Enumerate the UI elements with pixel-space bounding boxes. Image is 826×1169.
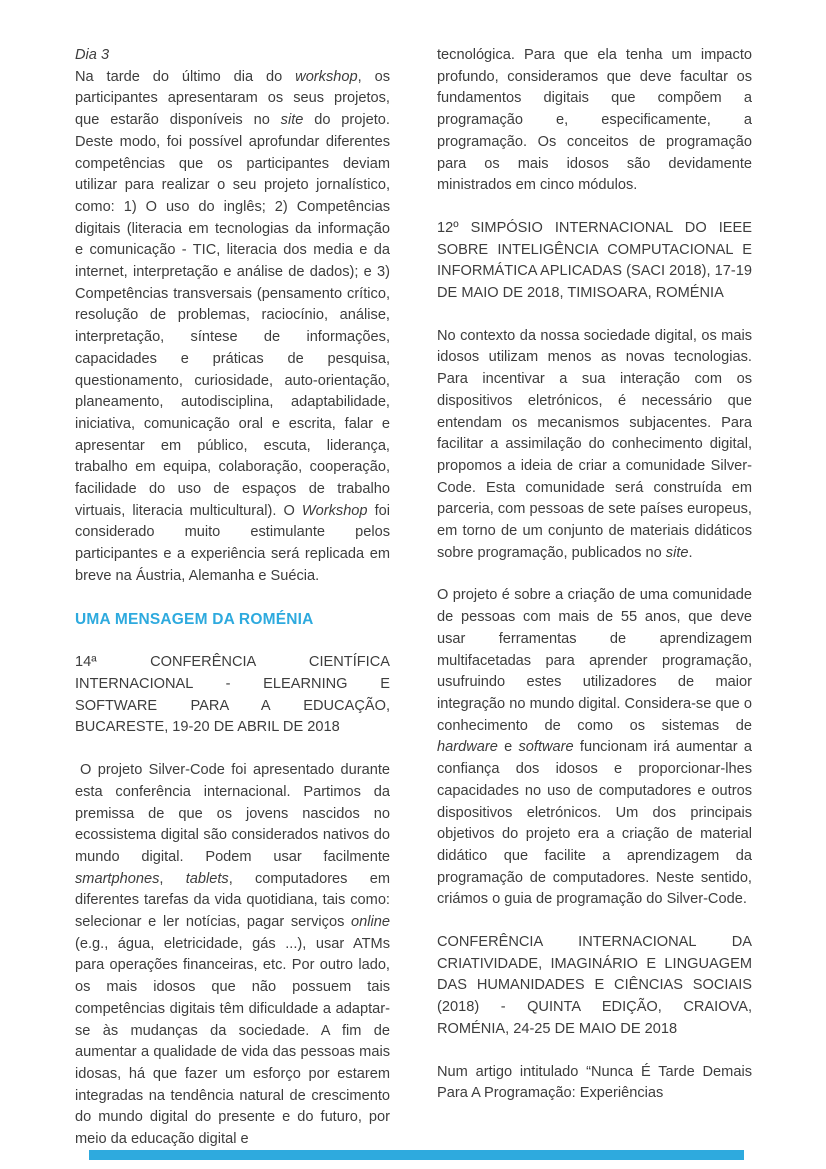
footer-accent-bar [89, 1150, 744, 1160]
day-label: Dia 3 [75, 47, 110, 63]
paragraph-silver-code-presentation: O projeto Silver-Code foi apresentado durante esta conferência internacional. Partimos da premissa de que os jovens nascidos no ecossistema digital são considerados nativos do mundo digital. Podem usar facilmente smartphones, tablets, computadores em diferentes tarefas da vida quotidiana, tais como: selecionar e ler notícias, pagar serviços online (e.g., água, eletricidade, gás ...), usar ATMs para operações financeiras, etc. Por outro lado, os mais idosos que não possuem tais competências digitais têm dificuldade a adaptar-se às mudanças da sociedade. A fim de aumentar a qualidade de vida das pessoas mais idosas, há que fazer um esforço por estarem integradas na tendência natural de crescimento do mundo digital do presente e do futuro, por meio da educação digital e [75, 762, 390, 1148]
section-heading-romenia: UMA MENSAGEM DA ROMÉNIA [75, 610, 314, 628]
paragraph-sociedade-digital: No contexto da nossa sociedade digital, os mais idosos utilizam menos as novas tecnologias. Para incentivar a sua interação com os dispositivos eletrónicos, é necessário que entendam os mecanismos subjacentes. Para facilitar a assimilação do conhecimento digital, propomos a ideia de criar a comunidade Silver-Code. Esta comunidade será construída em parceria, com pessoas de sete países europeus, em torno de um conjunto de materiais didáticos sobre programação, publicados no site. [437, 327, 752, 561]
conference-title-craiova: CONFERÊNCIA INTERNACIONAL DA CRIATIVIDADE, IMAGINÁRIO E LINGUAGEM DAS HUMANIDADES E CIÊNCIAS SOCIAIS (2018) - QUINTA EDIÇÃO, CRAIOVA, ROMÉNIA, 24-25 DE MAIO DE 2018 [437, 934, 752, 1037]
right-column [437, 45, 752, 1169]
paragraph-projeto-comunidade: O projeto é sobre a criação de uma comunidade de pessoas com mais de 55 anos, que deve usar ferramentas de aprendizagem multifacetadas para aprender programação, usufruindo estes utilizadores de maior integração no mundo digital. Considera-se que o conhecimento de como os sistemas de hardware e software funcionam irá aumentar a confiança dos idosos e proporcionar-lhes capacidades no uso de computadores e outros dispositivos eletrónicos. Um dos principais objetivos do projeto era a criação de material didático que facilite a aprendizagem da programação de computadores. Neste sentido, criámos o guia de programação do Silver-Code. [437, 587, 752, 908]
conference-title-saci: 12º SIMPÓSIO INTERNACIONAL DO IEEE SOBRE INTELIGÊNCIA COMPUTACIONAL E INFORMÁTICA APLICADAS (SACI 2018), 17-19 DE MAIO DE 2018, TIMISOARA, ROMÉNIA [437, 219, 752, 302]
paragraph-tecnologica-continuation: tecnológica. Para que ela tenha um impacto profundo, consideramos que deve facultar os fundamentos digitais que compõem a programação e, especificamente, a programação. Os conceitos de programação para os mais idosos são devidamente ministrados em cinco módulos. [437, 47, 752, 194]
paragraph-artigo-intitulado: Num artigo intitulado “Nunca É Tarde Demais Para A Programação: Experiências [437, 1063, 752, 1102]
two-column-layout [75, 45, 752, 1169]
paragraph-workshop-summary: Na tarde do último dia do workshop, os participantes apresentaram os seus projetos, que estarão disponíveis no site do projeto. Deste modo, foi possível aprofundar diferentes competências que os participantes deviam utilizar para realizar o seu projeto jornalístico, como: 1) O uso do inglês; 2) Competências digitais (literacia em tecnologias da informação e comunicação - TIC, literacia dos media e da internet, interpretação e análise de dados); e 3) Competências transversais (pensamento crítico, resolução de problemas, raciocínio, análise, interpretação, síntese de informações, capacidades e práticas de pesquisa, questionamento, curiosidade, auto-orientação, planeamento, autodisciplina, adaptabilidade, iniciativa, comunicação oral e escrita, falar e apresentar em público, escuta, liderança, trabalho em equipa, colaboração, cooperação, facilidade do uso de espaços de trabalho virtuais, literacia multicultural). O Workshop foi considerado muito estimulante pelos participantes e a experiência será replicada em breve na Áustria, Alemanha e Suécia. [75, 68, 390, 584]
conference-title-elearning: 14ª CONFERÊNCIA CIENTÍFICA INTERNACIONAL - ELEARNING E SOFTWARE PARA A EDUCAÇÃO, BUCARESTE, 19-20 DE ABRIL DE 2018 [75, 654, 390, 736]
left-column [75, 45, 390, 1169]
